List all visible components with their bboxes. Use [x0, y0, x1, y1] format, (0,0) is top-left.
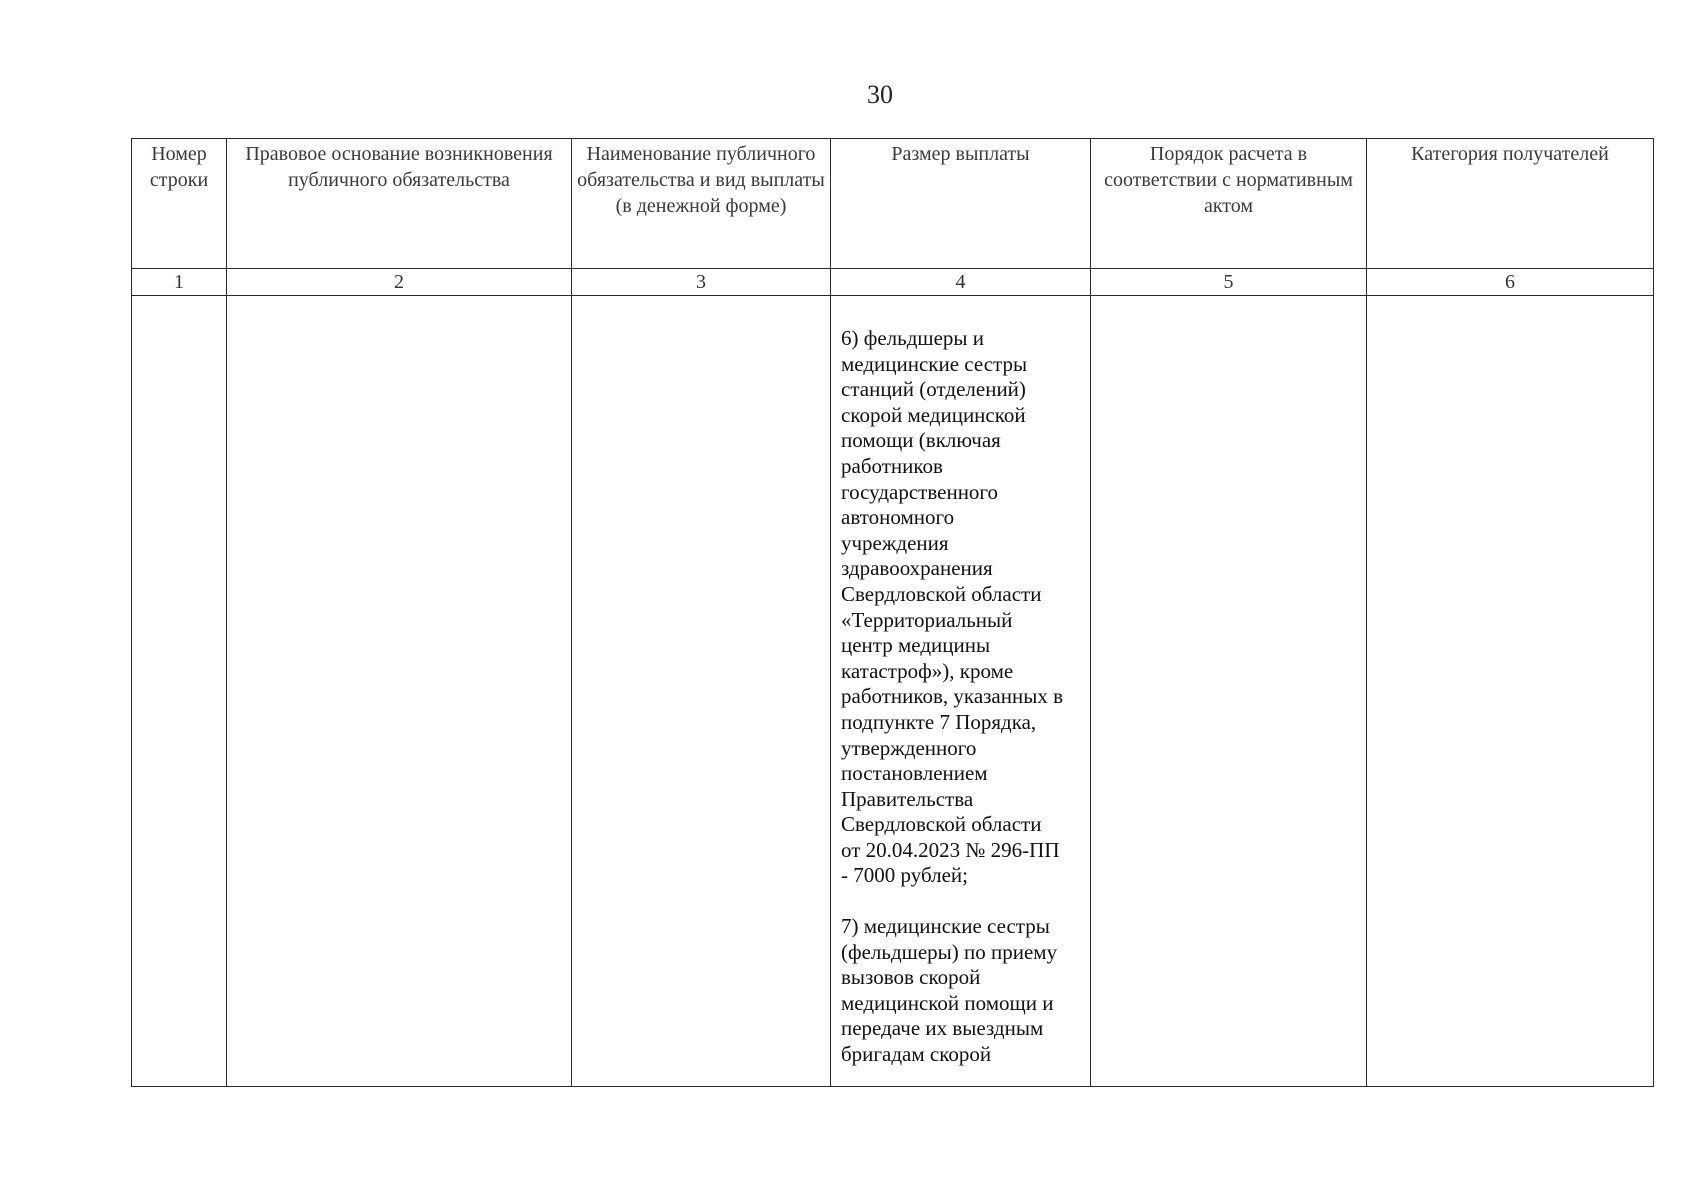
public-obligations-table [131, 138, 1654, 1087]
header-row [132, 139, 1654, 269]
column-number: 2 [227, 269, 572, 296]
column-number: 5 [1091, 269, 1367, 296]
recipient-category-cell [1367, 296, 1654, 1087]
payment-paragraph: 6) фельдшеры и медицинские сестры станций (отделений) скорой медицинской помощи (включая работников государственного автономного учреждения здравоохранения Свердловской области «Территориальный центр медицины катастроф»), кроме работников, указанных в подпункте 7 Порядка, утвержденного постановлением Правительства Свердловской области от 20.04.2023 № 296-ПП - 7000 рублей; [841, 326, 1064, 888]
obligation-name-cell [572, 296, 831, 1087]
column-number: 6 [1367, 269, 1654, 296]
header-obligation-name: Наименование публичного обязательства и вид выплаты (в денежной форме) [572, 139, 831, 269]
header-row-number: Номер строки [132, 139, 227, 269]
column-number-row [132, 269, 1654, 296]
calculation-procedure-cell [1091, 296, 1367, 1087]
page-number: 30 [867, 80, 893, 109]
header-recipient-category: Категория получателей [1367, 139, 1654, 269]
payment-amount-cell [831, 296, 1091, 1087]
payment-paragraph: 7) медицинские сестры (фельдшеры) по приему вызовов скорой медицинской помощи и передаче их выездным бригадам скорой [841, 914, 1058, 1067]
column-number: 1 [132, 269, 227, 296]
row-number-cell [132, 296, 227, 1087]
header-legal-basis: Правовое основание возникновения публичного обязательства [227, 139, 572, 269]
header-calculation-procedure: Порядок расчета в соответствии с нормативным актом [1091, 139, 1367, 269]
column-number: 3 [572, 269, 831, 296]
table-row [132, 296, 1654, 1087]
header-payment-amount: Размер выплаты [831, 139, 1091, 269]
column-number: 4 [831, 269, 1091, 296]
legal-basis-cell [227, 296, 572, 1087]
